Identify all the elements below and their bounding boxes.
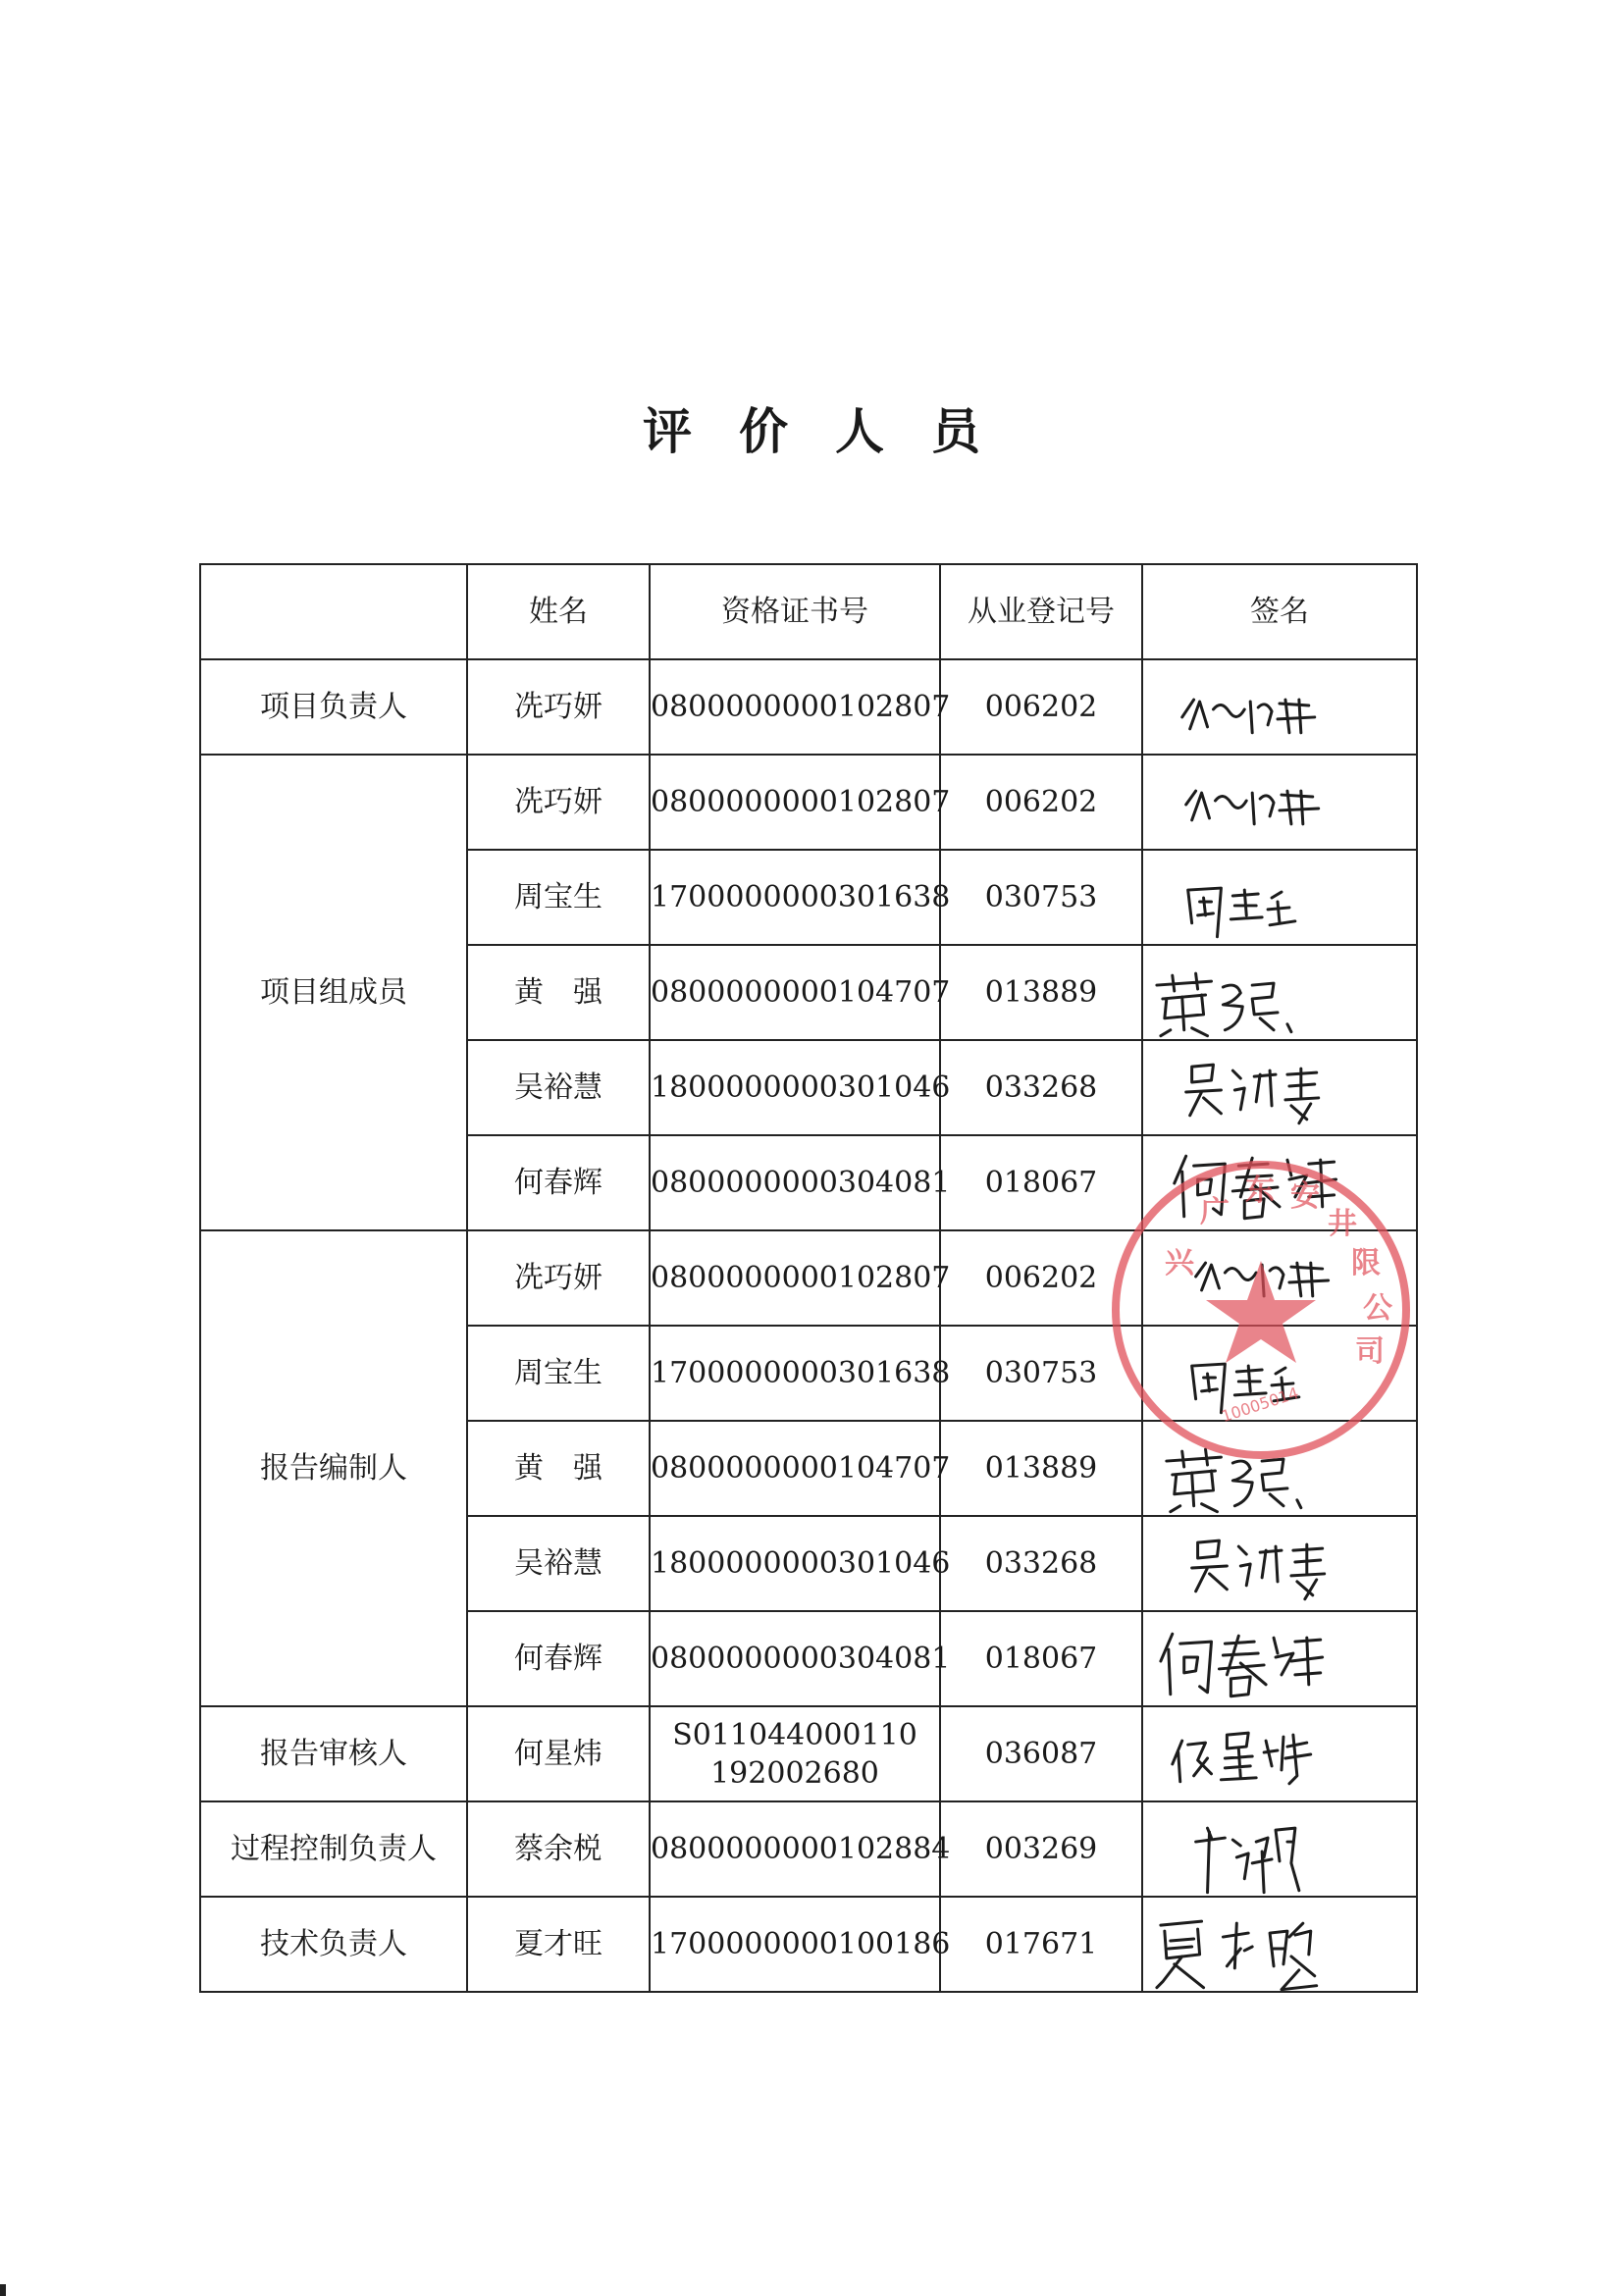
table-header-row — [200, 564, 1417, 659]
name-cell: 冼巧妍 — [467, 659, 650, 755]
cert-line: 192002680 — [710, 1755, 879, 1791]
name-cell: 周宝生 — [467, 850, 650, 945]
cert-cell: 1800000000301046 — [650, 1040, 940, 1135]
svg-text:东: 东 — [1245, 1174, 1275, 1208]
handwritten-signature — [1143, 946, 1416, 1039]
svg-text:安: 安 — [1290, 1179, 1320, 1214]
handwritten-signature — [1143, 1231, 1416, 1325]
role-cell: 报告审核人 — [200, 1706, 467, 1801]
scan-mark — [0, 2284, 6, 2296]
role-cell: 项目负责人 — [200, 659, 467, 755]
name-cell: 何星炜 — [467, 1706, 650, 1801]
reg-cell: 030753 — [940, 850, 1142, 945]
name-cell: 吴裕慧 — [467, 1040, 650, 1135]
handwritten-signature — [1143, 1898, 1416, 1991]
header-reg: 从业登记号 — [940, 564, 1142, 659]
name-cell: 黄 强 — [467, 945, 650, 1040]
cert-line: S011044000110 — [672, 1717, 917, 1752]
reg-cell: 030753 — [940, 1326, 1142, 1421]
signature-cell — [1142, 945, 1417, 1040]
signature-cell — [1142, 1421, 1417, 1516]
cert-cell: 1700000000100186 — [650, 1897, 940, 1992]
handwritten-signature — [1143, 660, 1416, 754]
cert-cell: 0800000000102807 — [650, 1230, 940, 1326]
signature-cell — [1142, 1801, 1417, 1897]
reg-cell: 033268 — [940, 1040, 1142, 1135]
reg-cell: 033268 — [940, 1516, 1142, 1611]
name-cell: 吴裕慧 — [467, 1516, 650, 1611]
signature-cell — [1142, 1516, 1417, 1611]
name-cell: 黄 强 — [467, 1421, 650, 1516]
reg-cell: 006202 — [940, 755, 1142, 850]
table-row — [200, 1801, 1417, 1897]
name-cell: 何春辉 — [467, 1135, 650, 1230]
handwritten-signature — [1143, 1136, 1416, 1229]
reg-cell: 006202 — [940, 659, 1142, 755]
name-cell: 蔡余棁 — [467, 1801, 650, 1897]
svg-text:10005014: 10005014 — [1219, 1383, 1301, 1427]
table-row — [200, 659, 1417, 755]
signature-cell — [1142, 1040, 1417, 1135]
header-cert: 资格证书号 — [650, 564, 940, 659]
signature-cell — [1142, 1897, 1417, 1992]
svg-text:广: 广 — [1200, 1195, 1230, 1229]
signature-cell — [1142, 1326, 1417, 1421]
reg-cell: 036087 — [940, 1706, 1142, 1801]
role-cell: 技术负责人 — [200, 1897, 467, 1992]
table-row — [200, 755, 1417, 850]
handwritten-signature — [1143, 1327, 1416, 1420]
svg-text:限: 限 — [1351, 1246, 1381, 1280]
role-cell: 过程控制负责人 — [200, 1801, 467, 1897]
svg-text:兴: 兴 — [1165, 1246, 1194, 1280]
handwritten-signature — [1143, 1612, 1416, 1705]
table-row — [200, 1706, 1417, 1801]
reg-cell: 017671 — [940, 1897, 1142, 1992]
handwritten-signature — [1143, 851, 1416, 944]
reg-cell: 018067 — [940, 1611, 1142, 1706]
signature-cell — [1142, 1135, 1417, 1230]
cert-cell: 0800000000102807 — [650, 755, 940, 850]
signature-cell — [1142, 850, 1417, 945]
reg-cell: 018067 — [940, 1135, 1142, 1230]
cert-cell: 0800000000102884 — [650, 1801, 940, 1897]
handwritten-signature — [1143, 1802, 1416, 1896]
handwritten-signature — [1143, 756, 1416, 849]
cert-cell: 1800000000301046 — [650, 1516, 940, 1611]
table-row — [200, 1897, 1417, 1992]
reg-cell: 013889 — [940, 945, 1142, 1040]
signature-cell — [1142, 1230, 1417, 1326]
handwritten-signature — [1143, 1707, 1416, 1800]
page-title: 评价人员 — [643, 402, 1027, 460]
cert-cell: 1700000000301638 — [650, 850, 940, 945]
signature-cell — [1142, 659, 1417, 755]
reg-cell: 003269 — [940, 1801, 1142, 1897]
handwritten-signature — [1143, 1041, 1416, 1134]
role-cell: 报告编制人 — [200, 1230, 467, 1706]
cert-cell: 1700000000301638 — [650, 1326, 940, 1421]
name-cell: 冼巧妍 — [467, 1230, 650, 1326]
name-cell: 冼巧妍 — [467, 755, 650, 850]
signature-cell — [1142, 1706, 1417, 1801]
cert-cell: 0800000000104707 — [650, 1421, 940, 1516]
cert-cell: 0800000000304081 — [650, 1135, 940, 1230]
signature-cell — [1142, 1611, 1417, 1706]
name-cell: 周宝生 — [467, 1326, 650, 1421]
header-role — [200, 564, 467, 659]
cert-cell: 0800000000104707 — [650, 945, 940, 1040]
svg-text:司: 司 — [1355, 1334, 1385, 1369]
cert-cell: 0800000000304081 — [650, 1611, 940, 1706]
header-name: 姓名 — [467, 564, 650, 659]
cert-cell: 0800000000102807 — [650, 659, 940, 755]
name-cell: 夏才旺 — [467, 1897, 650, 1992]
table-row — [200, 1230, 1417, 1326]
cert-cell — [650, 1706, 940, 1801]
role-cell: 项目组成员 — [200, 755, 467, 1230]
reg-cell: 013889 — [940, 1421, 1142, 1516]
signature-cell — [1142, 755, 1417, 850]
header-signature: 签名 — [1142, 564, 1417, 659]
handwritten-signature — [1143, 1517, 1416, 1610]
name-cell: 何春辉 — [467, 1611, 650, 1706]
handwritten-signature — [1143, 1422, 1416, 1515]
reg-cell: 006202 — [940, 1230, 1142, 1326]
svg-text:公: 公 — [1363, 1291, 1392, 1326]
staff-table — [199, 563, 1418, 1993]
svg-text:井: 井 — [1328, 1207, 1357, 1241]
